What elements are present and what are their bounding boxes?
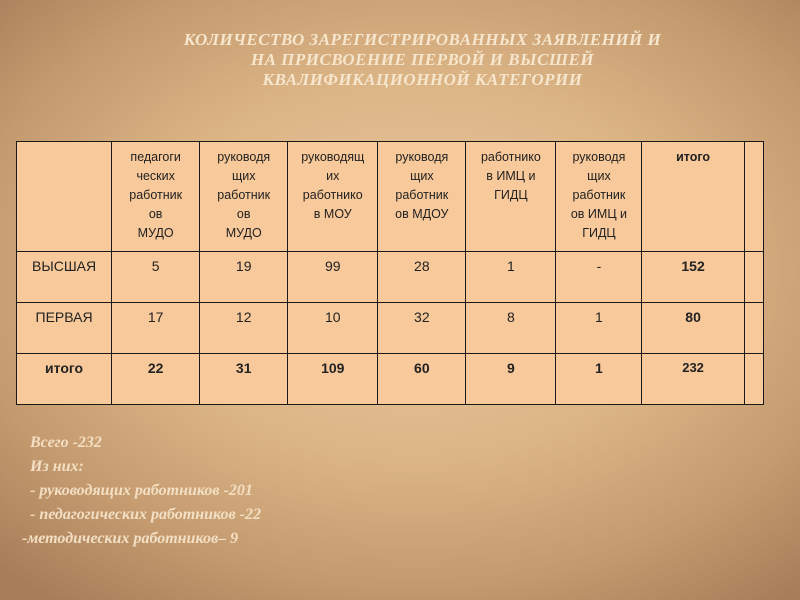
row-label: итого — [17, 354, 112, 405]
table-row — [17, 303, 764, 354]
header-cell-total: итого — [642, 142, 744, 252]
row-total-cell: 152 — [642, 252, 744, 303]
table-cell: 60 — [378, 354, 466, 405]
header-cell-empty — [17, 142, 112, 252]
header-text: педагоги ческих работник ов МУДО — [129, 150, 183, 240]
table-cell: 5 — [112, 252, 200, 303]
header-cell — [466, 142, 556, 252]
title-line-1: КОЛИЧЕСТВО ЗАРЕГИСТРИРОВАННЫХ ЗАЯВЛЕНИЙ И — [183, 30, 662, 49]
table-cell: 32 — [378, 303, 466, 354]
notes-of-them: Из них: — [30, 458, 84, 475]
header-text: работнико в ИМЦ и ГИДЦ — [480, 150, 541, 202]
table-cell: 10 — [288, 303, 378, 354]
header-text: руководящ их работнико в МОУ — [301, 150, 365, 221]
title-line-2: НА ПРИСВОЕНИЕ ПЕРВОЙ И ВЫСШЕЙ — [250, 50, 595, 69]
table-cell: 1 — [556, 303, 642, 354]
row-label: ВЫСШАЯ — [17, 252, 112, 303]
row-total-cell: 80 — [642, 303, 744, 354]
table-cell: 28 — [378, 252, 466, 303]
table-cell: 12 — [200, 303, 288, 354]
table-cell: 17 — [112, 303, 200, 354]
grand-total-cell: 232 — [642, 354, 744, 405]
table-cell: - — [556, 252, 642, 303]
table-total-row — [17, 354, 764, 405]
table-cell-empty — [744, 252, 763, 303]
table-cell: 109 — [288, 354, 378, 405]
row-label: ПЕРВАЯ — [17, 303, 112, 354]
header-cell-empty — [744, 142, 763, 252]
table-row — [17, 252, 764, 303]
header-text: руководя щих работник ов МУДО — [217, 150, 271, 240]
table-cell: 31 — [200, 354, 288, 405]
notes-managers: - руководящих работников -201 — [30, 482, 253, 499]
table-cell-empty — [744, 354, 763, 405]
header-cell — [556, 142, 642, 252]
slide-title — [100, 30, 745, 90]
notes-total: Всего -232 — [30, 434, 102, 451]
table-cell: 22 — [112, 354, 200, 405]
table-cell: 19 — [200, 252, 288, 303]
table-cell: 99 — [288, 252, 378, 303]
table-header-row — [17, 142, 764, 252]
header-cell — [112, 142, 200, 252]
header-text: руководя щих работник ов МДОУ — [395, 150, 449, 221]
header-cell — [200, 142, 288, 252]
table-cell-empty — [744, 303, 763, 354]
table-cell: 9 — [466, 354, 556, 405]
title-line-3: КВАЛИФИКАЦИОННОЙ КАТЕГОРИИ — [262, 70, 583, 89]
table-cell: 8 — [466, 303, 556, 354]
summary-notes — [22, 431, 261, 551]
table-cell: 1 — [556, 354, 642, 405]
table-cell: 1 — [466, 252, 556, 303]
notes-methodists: -методических работников– 9 — [22, 530, 239, 547]
notes-teachers: - педагогических работников -22 — [30, 506, 261, 523]
statistics-table — [16, 141, 764, 405]
header-cell — [288, 142, 378, 252]
header-cell — [378, 142, 466, 252]
header-text: руководя щих работник ов ИМЦ и ГИДЦ — [570, 150, 628, 240]
